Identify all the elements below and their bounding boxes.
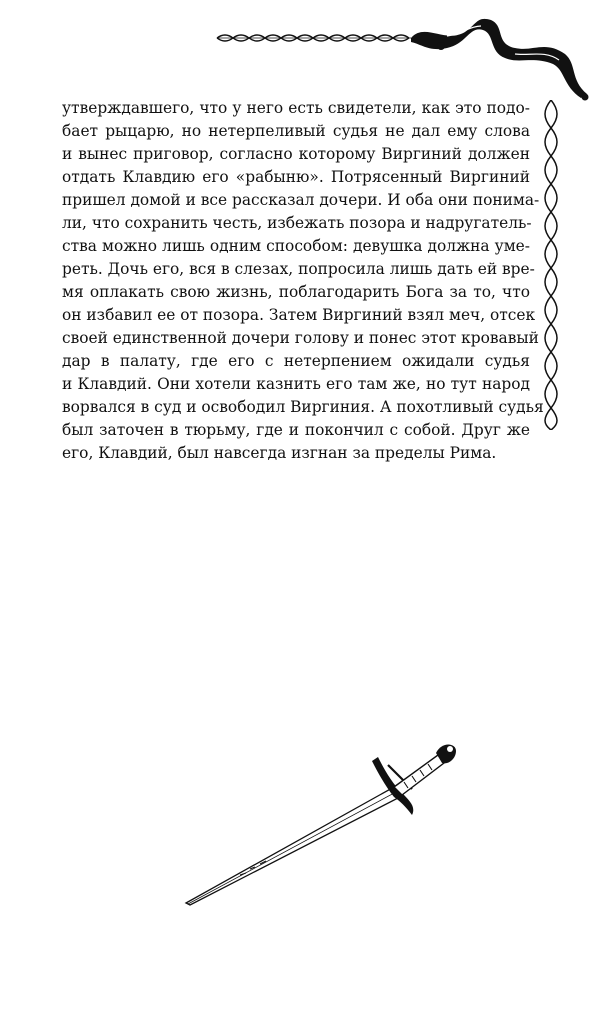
text-line: ства можно лишь одним способом: девушка должна уме- — [62, 237, 530, 255]
text-line: и вынес приговор, согласно которому Виргиний должен — [62, 145, 530, 163]
text-line: бает рыцарю, но нетерпеливый судья не дал ему слова — [62, 122, 530, 140]
text-line: своей единственной дочери голову и понес этот кровавый — [62, 329, 539, 347]
text-line: реть. Дочь его, вся в слезах, попросила лишь дать ей вре- — [62, 260, 535, 278]
text-line: пришел домой и все рассказал дочери. И оба они понима- — [62, 191, 540, 209]
paragraph — [62, 97, 544, 465]
text-line: ли, что сохранить честь, избежать позора и надругатель- — [62, 214, 532, 232]
text-line: ворвался в суд и освободил Виргиния. А похотливый судья — [62, 398, 544, 416]
text-line: его, Клавдий, был навсегда изгнан за пределы Рима. — [62, 444, 497, 462]
text-line: был заточен в тюрьму, где и покончил с собой. Друг же — [62, 421, 530, 439]
text-line: он избавил ее от позора. Затем Виргиний взял меч, отсек — [62, 306, 536, 324]
text-line: и Клавдий. Они хотели казнить его там же, но тут народ — [62, 375, 530, 393]
sword-icon — [180, 735, 465, 910]
ribbon-ornament-icon — [215, 14, 595, 104]
text-line: мя оплакать свою жизнь, поблагодарить Бога за то, что — [62, 283, 530, 301]
text-line: утверждавшего, что у него есть свидетели, как это подо- — [62, 99, 530, 117]
text-line: дар в палату, где его с нетерпением ожидали судья — [62, 352, 530, 370]
vine-border-icon — [540, 100, 562, 430]
text-line: отдать Клавдию его «рабыню». Потрясенный Виргиний — [62, 168, 530, 186]
